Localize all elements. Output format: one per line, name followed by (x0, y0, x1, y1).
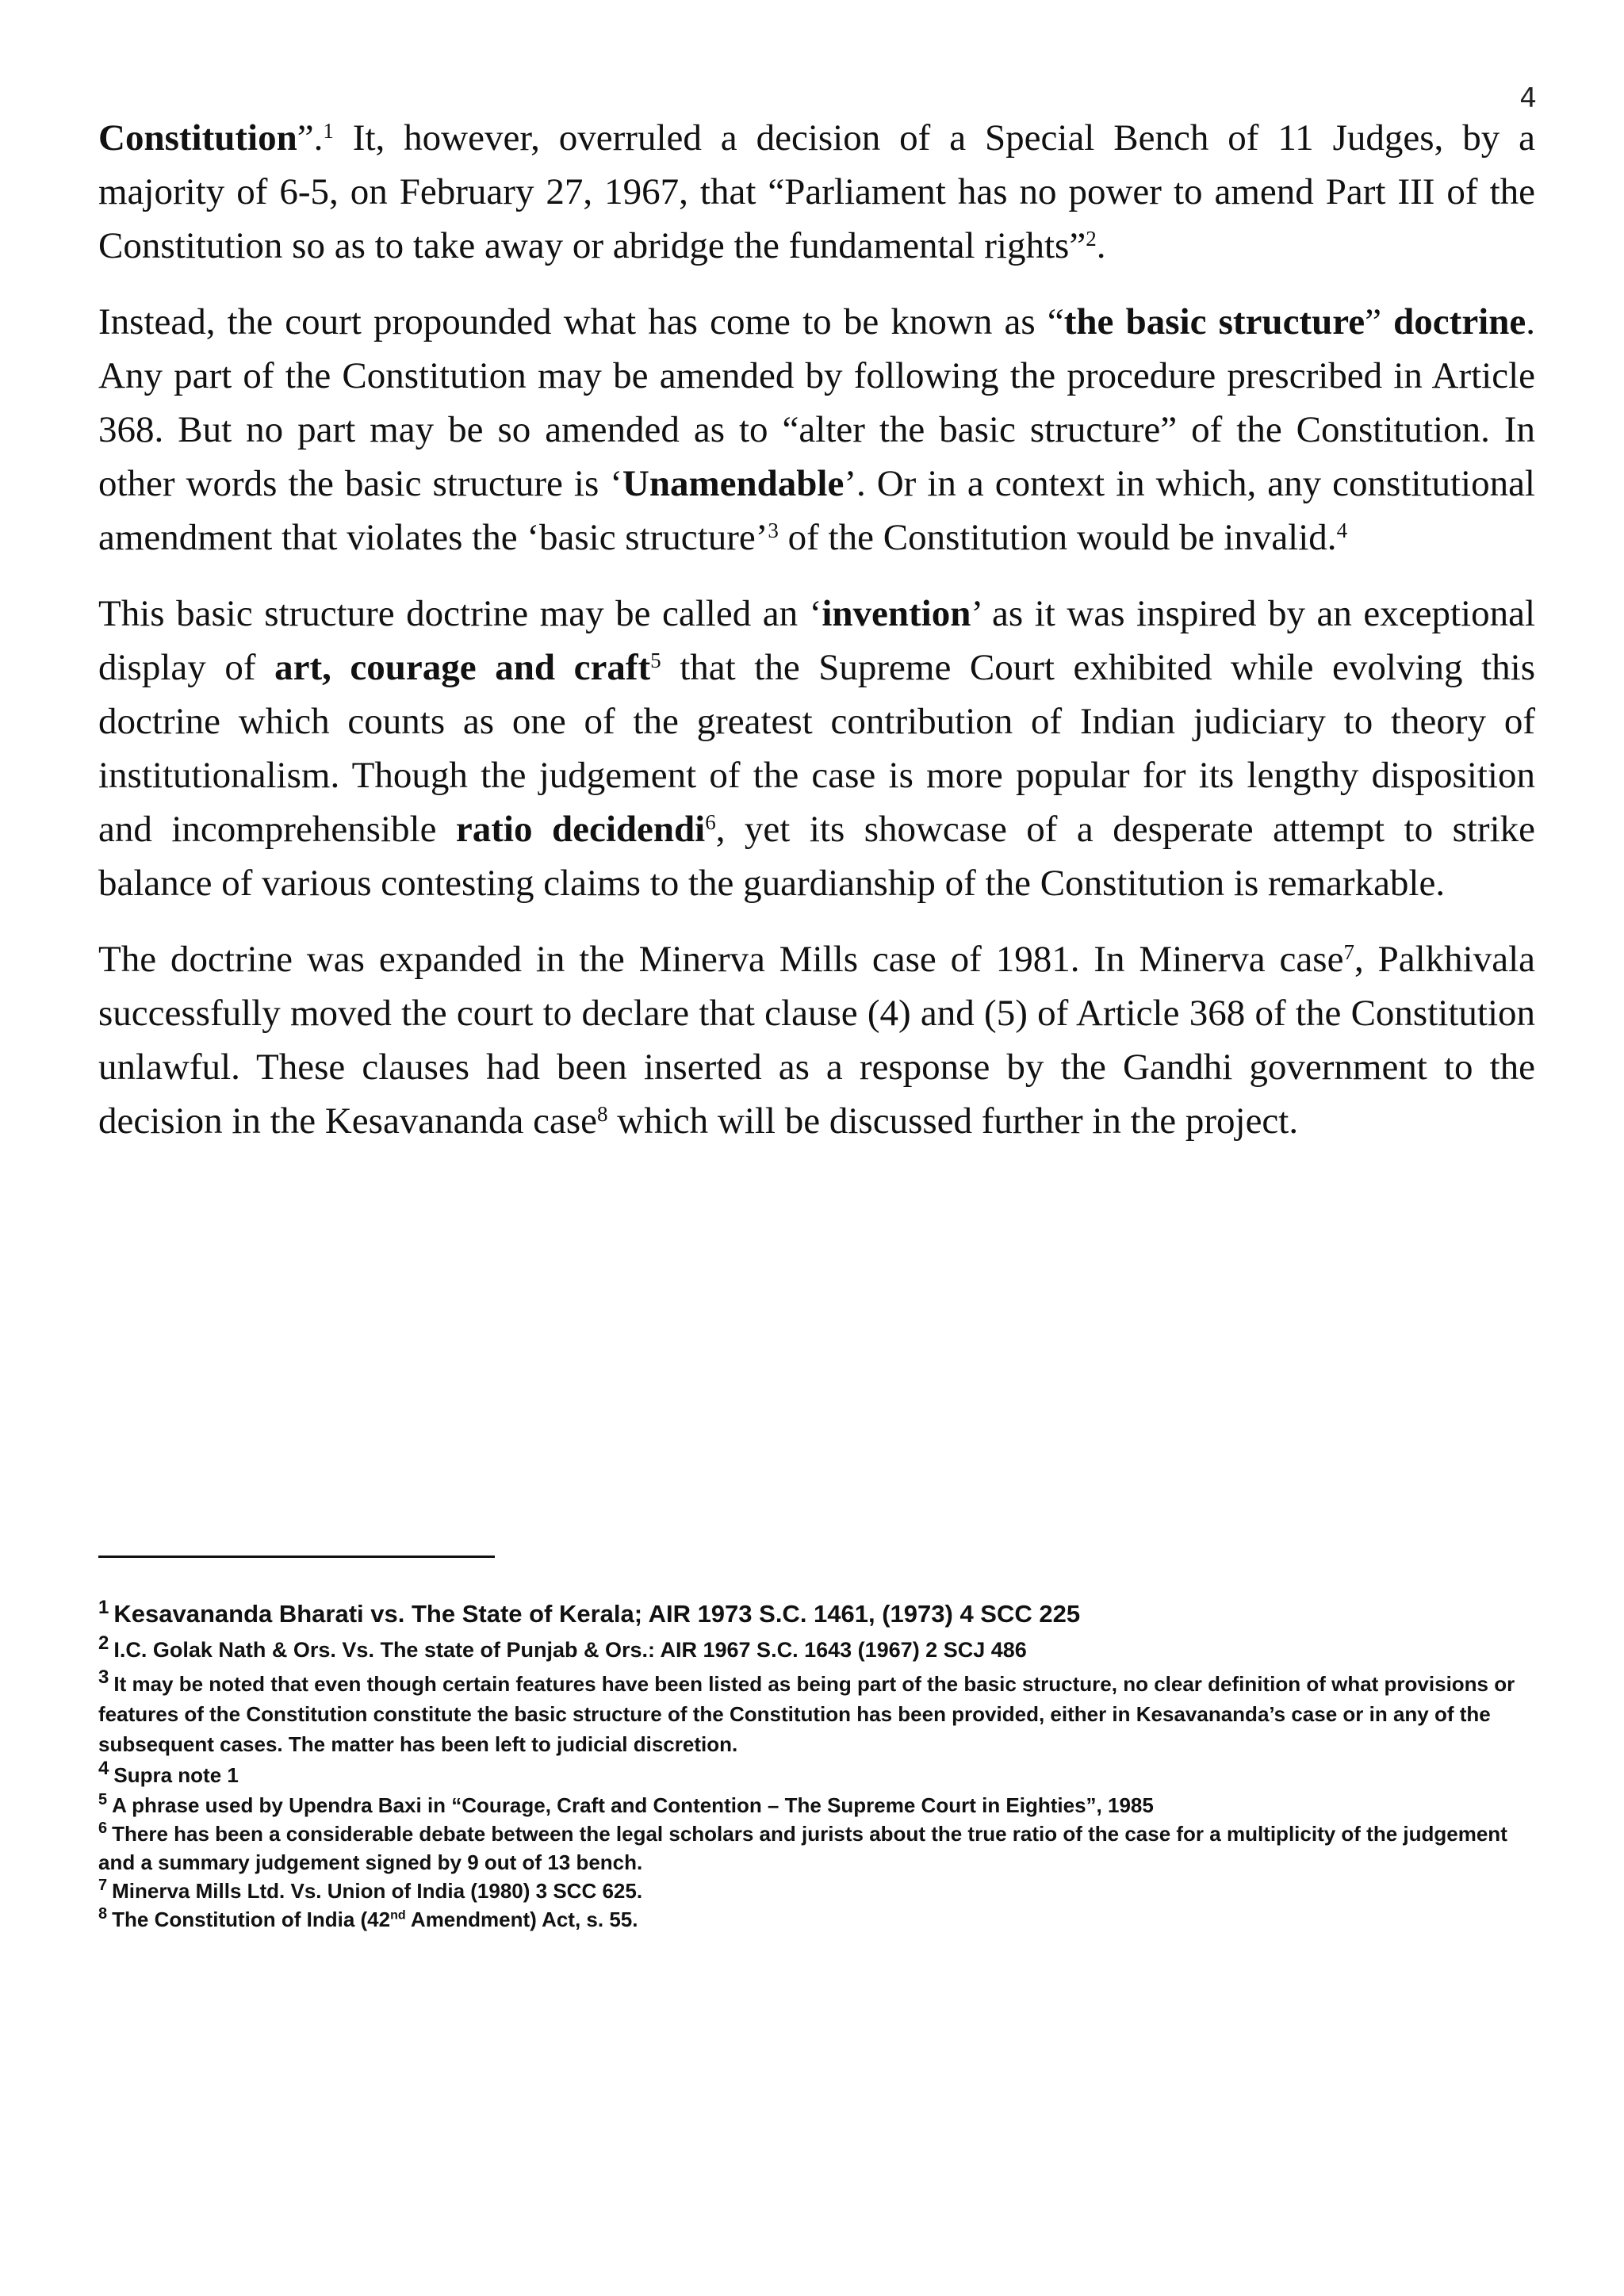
footnote-ref-5[interactable]: 5 (650, 649, 661, 673)
footnote-mark: 3 (98, 1667, 109, 1689)
footnote-text: I.C. Golak Nath & Ors. Vs. The state of Punjab & Ors.: AIR 1967 S.C. 1643 (1967) 2 SCJ 486 (113, 1638, 1027, 1662)
footnote-ref-4[interactable]: 4 (1336, 519, 1348, 543)
footnote-ref-1[interactable]: 1 (323, 119, 334, 144)
body-text (98, 111, 1535, 1170)
bold-unamendable: Unamendable (622, 463, 845, 504)
footnote-8 (98, 1905, 1535, 1934)
text-span: of the Constitution would be invalid. (778, 517, 1337, 558)
page-number: 4 (1519, 82, 1537, 114)
footnote-ref-7[interactable]: 7 (1343, 940, 1354, 965)
bold-doctrine: doctrine (1393, 301, 1526, 342)
footnote-text: A phrase used by Upendra Baxi in “Courage, Craft and Contention – The Supreme Court in Eighties”, 1985 (112, 1793, 1154, 1817)
footnote-text: Amendment) Act, s. 55. (405, 1908, 638, 1931)
footnote-3 (98, 1669, 1535, 1759)
footnote-text: Kesavananda Bharati vs. The State of Kerala; AIR 1973 S.C. 1461, (1973) 4 SCC 225 (113, 1600, 1081, 1628)
footnote-text: The Constitution of India (42 (112, 1908, 391, 1931)
text-span: ”. (297, 117, 324, 159)
text-span: The doctrine was expanded in the Minerva Mills case of 1981. In Minerva case (98, 939, 1344, 980)
ordinal-suffix: nd (390, 1908, 406, 1923)
footnote-ref-2[interactable]: 2 (1086, 227, 1097, 251)
text-span: This basic structure doctrine may be called an ‘ (98, 593, 822, 634)
paragraph-3 (98, 587, 1535, 910)
footnote-mark: 2 (98, 1632, 109, 1654)
footnote-4 (98, 1759, 1535, 1791)
bold-ratio-decidendi: ratio decidendi (455, 809, 706, 850)
footnote-ref-6[interactable]: 6 (705, 810, 716, 835)
footnote-text: Supra note 1 (113, 1763, 239, 1787)
footnote-mark: 1 (98, 1596, 109, 1618)
footnote-5 (98, 1791, 1535, 1820)
text-span: . (1096, 225, 1106, 266)
text-span: Instead, the court propounded what has come to be known as “ (98, 301, 1064, 342)
footnote-text: There has been a considerable debate between the legal scholars and jurists about the true ratio of the case for a multiplicity of the judgement and a summary judgement signed by 9 out of 13 bench. (98, 1822, 1507, 1874)
text-span: ” (1365, 301, 1394, 342)
footnote-text: It may be noted that even though certain features have been listed as being part of the basic structure, no clear definition of what provisions or features of the Constitution constitute the basic structure of the Constitution has been provided, either in Kesavananda’s case or in any of the subsequent cases. The matter has been left to judicial discretion. (98, 1672, 1515, 1756)
bold-art-courage-craft: art, courage and craft (274, 647, 651, 688)
footnote-text: Minerva Mills Ltd. Vs. Union of India (1980) 3 SCC 625. (112, 1879, 643, 1903)
footnote-separator (98, 1556, 495, 1558)
footnote-mark: 5 (98, 1791, 108, 1809)
text-span: ’ as it was inspired by an exceptional display of (98, 593, 1536, 688)
bold-constitution: Constitution (98, 117, 297, 159)
footnote-2 (98, 1634, 1535, 1666)
footnote-7 (98, 1877, 1535, 1905)
paragraph-4 (98, 932, 1535, 1148)
text-span: ’. Or in a context in which, any constitutional amendment that violates the ‘basic structure’ (98, 463, 1535, 558)
paragraph-1 (98, 111, 1535, 273)
text-span: . Any part of the Constitution may be amended by following the procedure prescribed in Article 368. But no part may be so amended as to “alter the basic structure” of the Constitution. In other words the basic structure is ‘ (98, 301, 1535, 504)
footnote-ref-3[interactable]: 3 (768, 519, 779, 543)
footnote-1 (98, 1598, 1535, 1631)
text-span: , Palkhivala successfully moved the court to declare that clause (4) and (5) of Article 368 of the Constitution unlawful. These clauses had been inserted as a response by the Gandhi government to the decision in the Kesavananda case (98, 939, 1535, 1142)
text-span: which will be discussed further in the project. (607, 1100, 1299, 1142)
bold-invention: invention (822, 593, 971, 634)
footnote-mark: 4 (98, 1758, 109, 1780)
text-span: It, however, overruled a decision of a Special Bench of 11 Judges, by a majority of 6-5, on February 27, 1967, that “Parliament has no power to amend Part III of the Constitution so as to take away or abridge the fundamental rights” (98, 117, 1535, 266)
bold-basic-structure: the basic structure (1063, 301, 1365, 342)
footnote-mark: 6 (98, 1820, 108, 1838)
footnotes (98, 1598, 1535, 1934)
footnote-mark: 8 (98, 1905, 108, 1923)
footnote-ref-8[interactable]: 8 (597, 1102, 608, 1127)
paragraph-2 (98, 295, 1535, 564)
footnote-mark: 7 (98, 1877, 108, 1895)
text-span: , yet its showcase of a desperate attempt to strike balance of various contesting claims to the guardianship of the Constitution is remarkable. (98, 809, 1535, 904)
text-span: that the Supreme Court exhibited while evolving this doctrine which counts as one of the greatest contribution of Indian judiciary to theory of institutionalism. Though the judgement of the case is more popular for its lengthy disposition and incomprehensible (98, 647, 1535, 850)
footnote-6 (98, 1820, 1535, 1877)
